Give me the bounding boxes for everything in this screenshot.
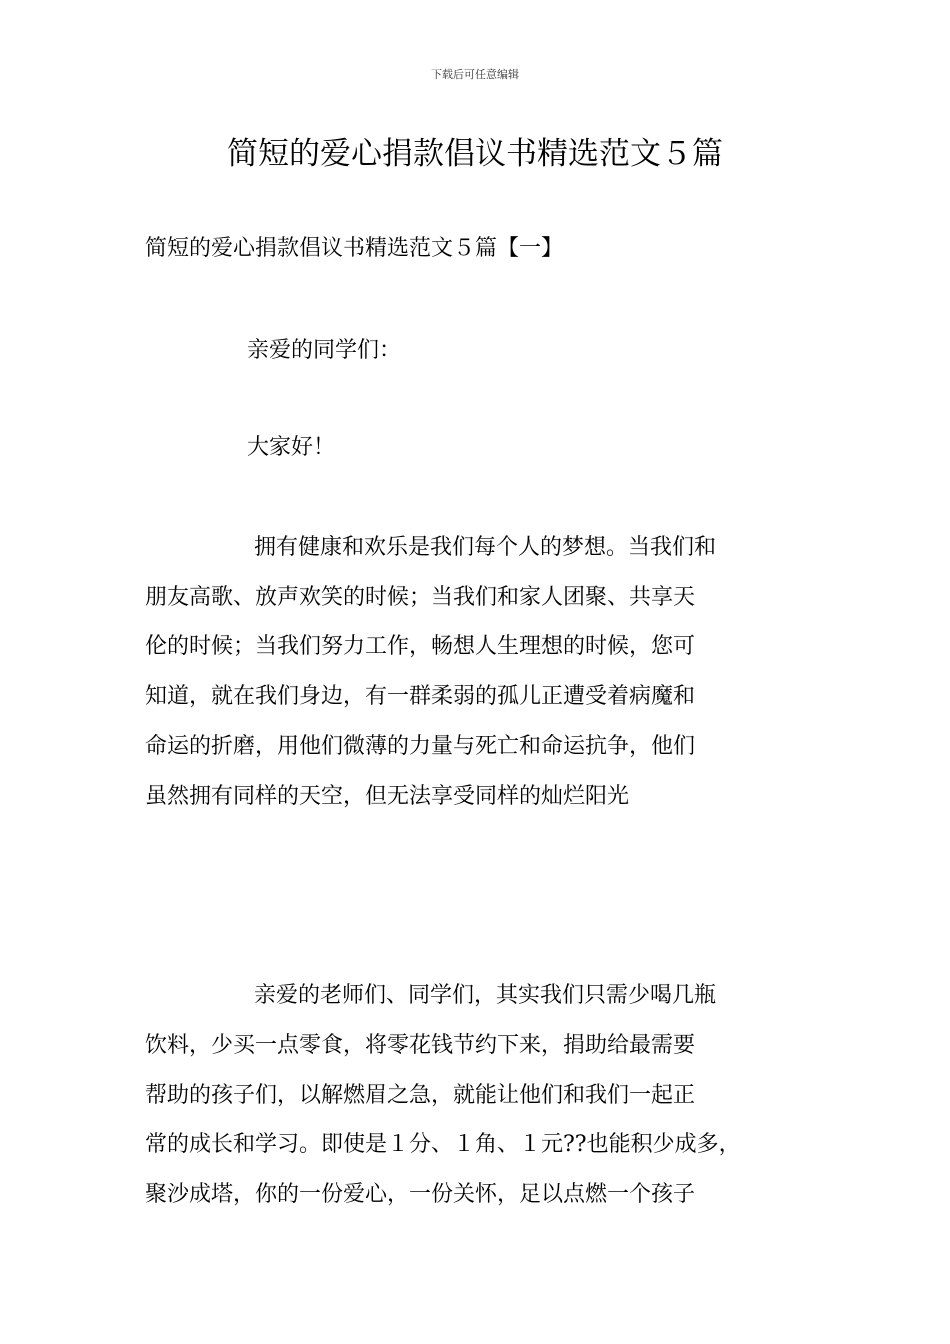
paragraph-line: 拥有健康和欢乐是我们每个人的梦想。当我们和	[254, 535, 717, 560]
document-title: 简短的爱心捐款倡议书精选范文５篇	[227, 136, 723, 172]
header-note: 下载后可任意编辑	[431, 68, 519, 81]
paragraph-line: 伦的时候；当我们努力工作，畅想人生理想的时候，您可	[145, 634, 696, 659]
paragraph-line: 帮助的孩子们，以解燃眉之急，就能让他们和我们一起正	[145, 1083, 696, 1108]
paragraph-line: 虽然拥有同样的天空，但无法享受同样的灿烂阳光	[145, 784, 630, 809]
paragraph-line: 常的成长和学习。即使是１分、１角、１元??也能积少成多，	[145, 1132, 741, 1157]
paragraph-line: 聚沙成塔，你的一份爱心，一份关怀，足以点燃一个孩子	[145, 1182, 696, 1207]
greeting: 大家好！	[247, 435, 336, 460]
salutation: 亲爱的同学们：	[247, 338, 402, 363]
paragraph-line: 饮料，少买一点零食，将零花钱节约下来，捐助给最需要	[145, 1033, 696, 1058]
paragraph-line: 命运的折磨，用他们微薄的力量与死亡和命运抗争，他们	[145, 734, 696, 759]
paragraph-line: 朋友高歌、放声欢笑的时候；当我们和家人团聚、共享天	[145, 585, 696, 610]
section-heading: 简短的爱心捐款倡议书精选范文５篇【一】	[145, 236, 564, 261]
paragraph-line: 亲爱的老师们、同学们，其实我们只需少喝几瓶	[254, 983, 717, 1008]
paragraph-line: 知道，就在我们身边，有一群柔弱的孤儿正遭受着病魔和	[145, 684, 696, 709]
